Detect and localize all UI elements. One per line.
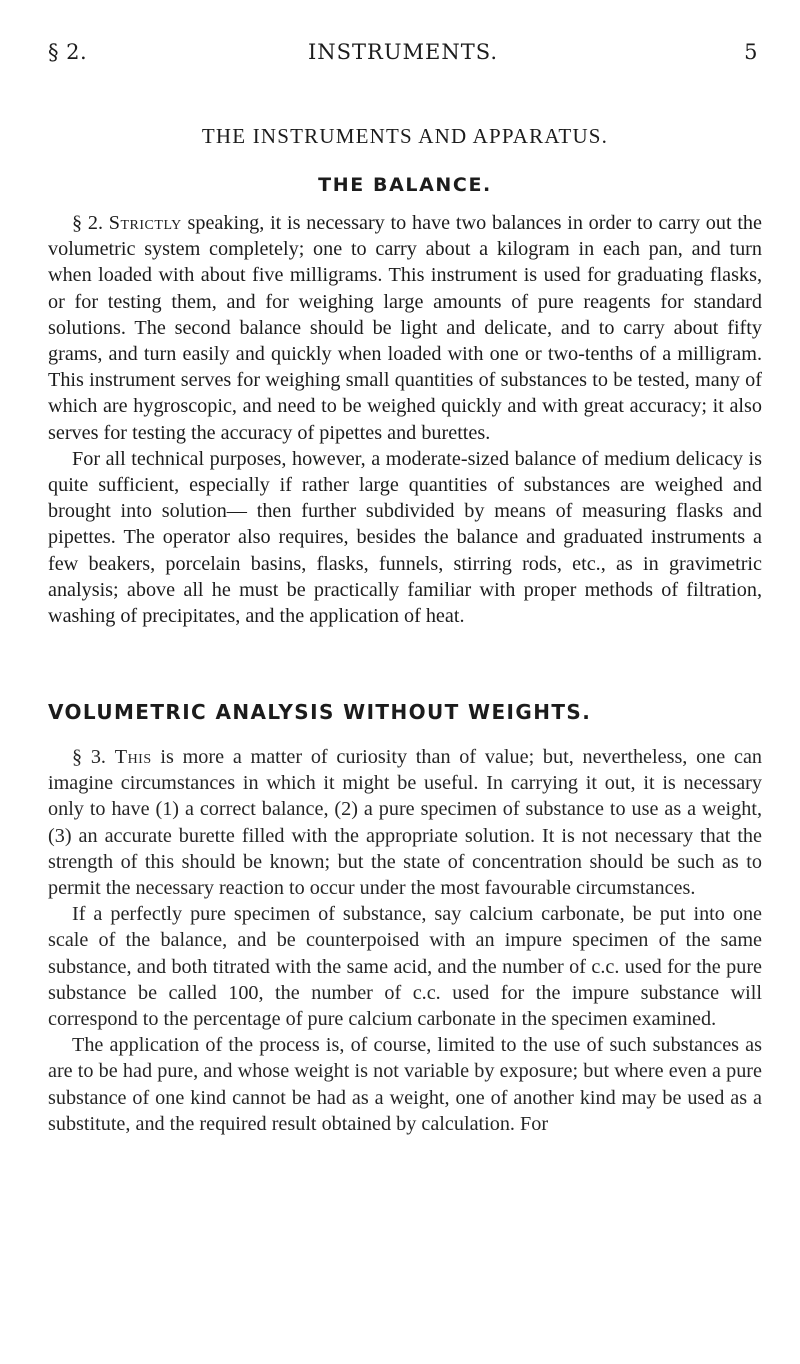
paragraph: If a perfectly pure specimen of substance, say calcium carbonate, be put into one scale of the balance, and be counterpoised with an impure specimen of the same substance, and both titrated with the same acid, and the number of c.c. used for the pure substance be called 100, the number of c.c. used for the impure substance will correspond to the percentage of pure calcium carbonate in the specimen examined. [48,903,762,1031]
lead-word: Strictly [108,212,182,234]
volumetric-section-body [48,744,762,1137]
section-heading-volumetric: VOLUMETRIC ANALYSIS WITHOUT WEIGHTS. [48,700,592,724]
section-number: § 2. [72,212,109,234]
section-number: § 3. [72,746,115,768]
paragraph-text: speaking, it is necessary to have two balances in order to carry out the volumetric system completely; one to carry about a kilogram in each pan, and turn when loaded with about five milligrams. This instrument is used for graduating flasks, or for testing them, and for weighing large amounts of pure reagents for standard solutions. The second balance should be light and delicate, and to carry about fifty grams, and turn easily and quickly when loaded with one or two-tenths of a milligram. This instrument serves for weighing small quantities of substances to be tested, many of which are hygroscopic, and need to be weighed quickly and with great accuracy; it also serves for testing the accuracy of pipettes and burettes. [48,212,762,444]
running-title: INSTRUMENTS. [307,40,499,64]
paragraph-text: is more a matter of curiosity than of value; but, nevertheless, one can imagine circumstances in which it might be useful. In carrying it out, it is necessary only to have (1) a correct balance, (2) a pure specimen of substance to use as a weight, (3) an accurate burette filled with the appropriate solution. It is not necessary that the strength of this should be known; but the state of concentration should be such as to permit the necessary reaction to occur under the most favourable circumstances. [48,746,763,900]
chapter-heading: THE INSTRUMENTS AND APPARATUS. [201,124,609,148]
paragraph: For all technical purposes, however, a moderate-sized balance of medium delicacy is quite sufficient, especially if rather large quantities of substances are weighed and brought into solution— then further subdivided by means of measuring flasks and pipettes. The operator also requires, besides the balance and graduated instruments a few beakers, porcelain basins, flasks, funnels, stirring rods, etc., as in gravimetric analysis; above all he must be practically familiar with proper methods of filtration, washing of precipitates, and the application of heat. [48,447,762,628]
paragraph [48,744,762,901]
paragraph: The application of the process is, of course, limited to the use of such substances as are to be had pure, and whose weight is not variable by exposure; but where even a pure substance of one kind cannot be had as a weight, one of another kind may be used as a substitute, and the required result obtained by calculation. For [48,1034,762,1135]
lead-word: This [114,746,152,768]
paragraph [48,210,762,446]
section-marker: § 2. [48,40,88,64]
page-number: 5 [744,40,758,64]
balance-section-body [48,210,762,629]
section-heading-balance: THE BALANCE. [318,174,492,196]
